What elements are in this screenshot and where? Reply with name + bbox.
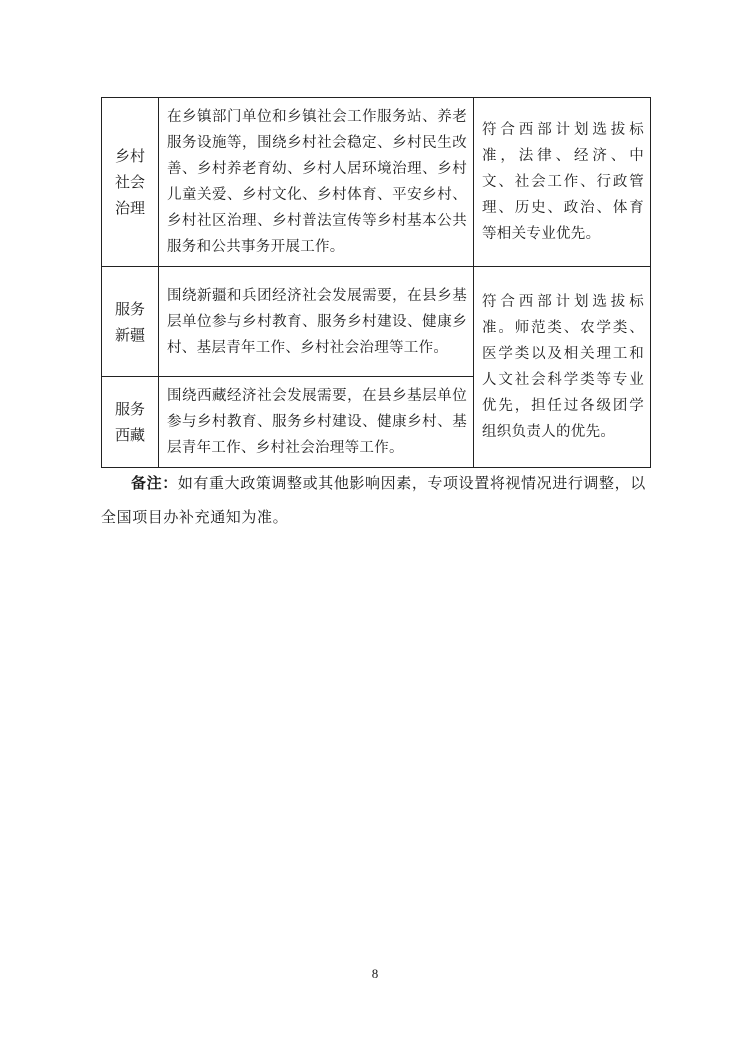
category-cell bbox=[102, 267, 159, 377]
category-cell bbox=[102, 377, 159, 468]
page-number: 8 bbox=[371, 966, 379, 981]
program-table bbox=[101, 97, 651, 468]
category-line: 新疆 bbox=[114, 325, 145, 344]
footnote-text: 如有重大政策调整或其他影响因素，专项设置将视情况进行调整，以全国项目办补充通知为准。 bbox=[101, 474, 646, 526]
footnote bbox=[101, 466, 653, 534]
category-cell bbox=[102, 98, 159, 267]
requirement-cell: 符合西部计划选拔标准。师范类、农学类、医学类以及相关理工和人文社会科学类等专业优先，担任过各级团学组织负责人的优先。 bbox=[474, 267, 651, 468]
category-line: 社会 bbox=[114, 173, 145, 191]
requirement-cell: 符合西部计划选拔标准，法律、经济、中文、社会工作、行政管理、历史、政治、体育等相关专业优先。 bbox=[474, 98, 651, 267]
category-line: 乡村 bbox=[114, 147, 145, 165]
category-line: 服务 bbox=[114, 400, 145, 418]
category-line: 服务 bbox=[114, 299, 145, 318]
footnote-label: 备注： bbox=[131, 474, 178, 492]
description-cell: 围绕新疆和兵团经济社会发展需要，在县乡基层单位参与乡村教育、服务乡村建设、健康乡村、基层青年工作、乡村社会治理等工作。 bbox=[159, 267, 474, 377]
description-cell: 在乡镇部门单位和乡镇社会工作服务站、养老服务设施等，围绕乡村社会稳定、乡村民生改善、乡村养老育幼、乡村人居环境治理、乡村儿童关爱、乡村文化、乡村体育、平安乡村、乡村社区治理、乡村普法宣传等乡村基本公共服务和公共事务开展工作。 bbox=[159, 98, 474, 267]
category-line: 西藏 bbox=[114, 426, 145, 444]
table-row bbox=[102, 98, 651, 267]
table-row bbox=[102, 267, 651, 377]
description-cell: 围绕西藏经济社会发展需要，在县乡基层单位参与乡村教育、服务乡村建设、健康乡村、基层青年工作、乡村社会治理等工作。 bbox=[159, 377, 474, 468]
category-line: 治理 bbox=[114, 199, 145, 217]
